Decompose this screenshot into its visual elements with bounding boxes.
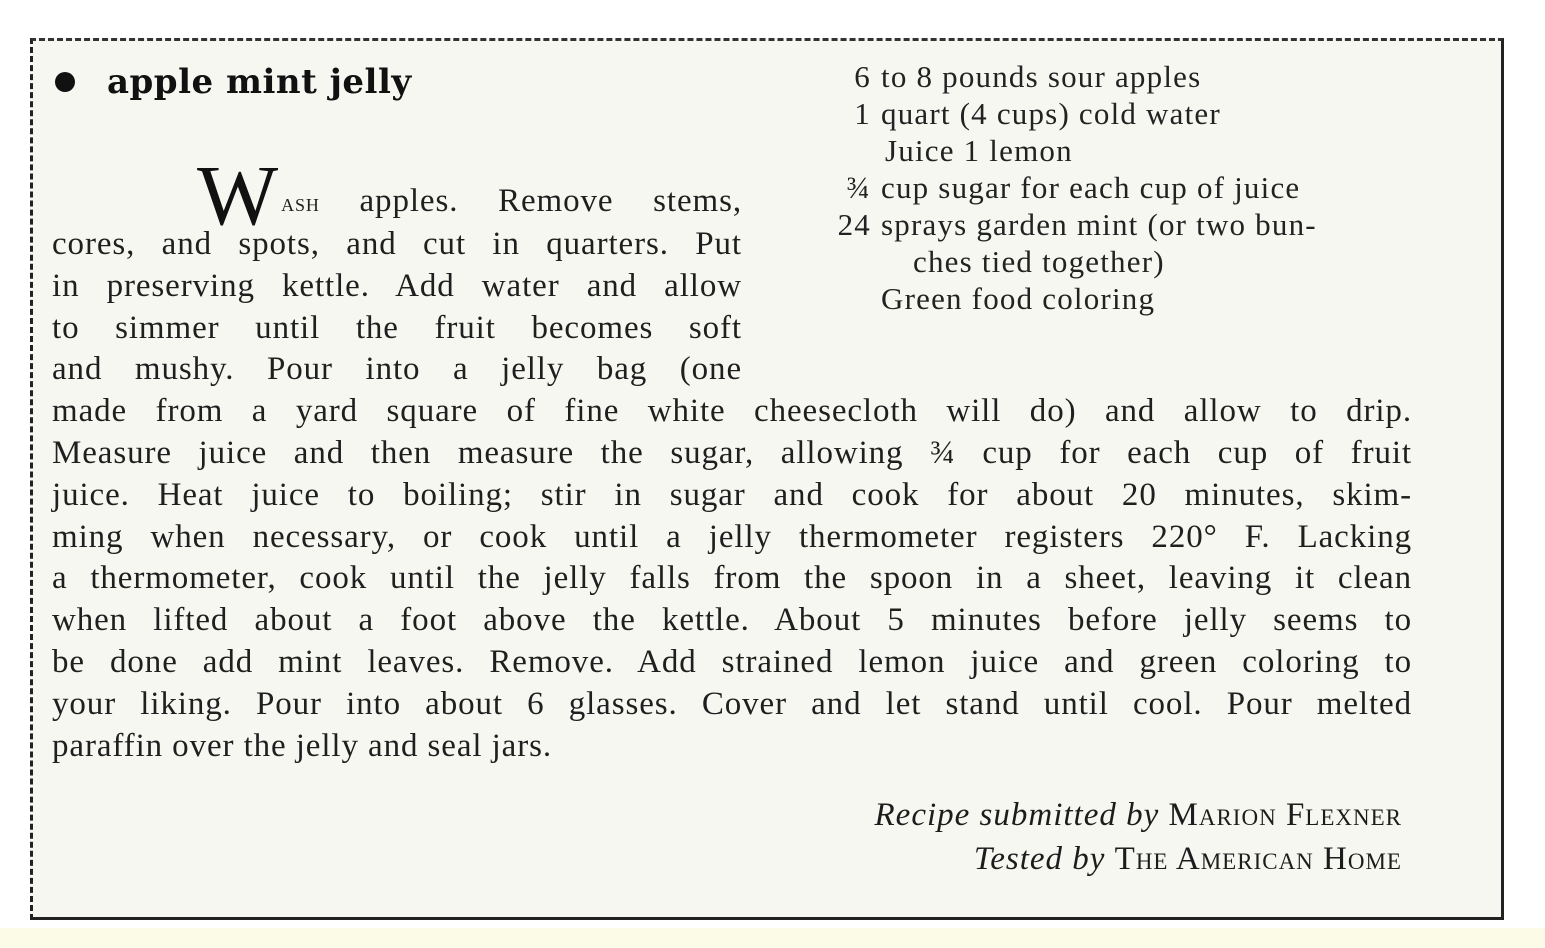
- instruction-line: in preserving kettle. Add water and allow: [52, 267, 742, 304]
- submitted-by-line: [875, 793, 1402, 837]
- instruction-line: be done add mint leaves. Remove. Add strained lemon juice and green coloring to: [52, 643, 1412, 680]
- ingredient-item: quart (4 cups) cold water: [881, 96, 1221, 131]
- instruction-line: and mushy. Pour into a jelly bag (one: [52, 351, 742, 388]
- tested-by-line: [875, 837, 1402, 881]
- page-bottom-edge: [0, 928, 1545, 948]
- first-line-rest: apples. Remove stems,: [319, 183, 742, 220]
- ingredient-item: Green food coloring: [881, 281, 1156, 316]
- first-word-smallcaps: ash: [281, 188, 320, 218]
- ingredient-item: to 8 pounds sour apples: [881, 59, 1202, 94]
- ingredient-qty: 6: [854, 59, 871, 94]
- submitter-name: Marion Flexner: [1168, 797, 1402, 833]
- ingredient-qty: 24: [837, 207, 871, 242]
- recipe-credits: [875, 793, 1402, 881]
- drop-cap: W: [197, 147, 280, 243]
- instruction-line: when lifted about a foot above the kettle. About 5 minutes before jelly seems to: [52, 602, 1412, 639]
- instruction-line: a thermometer, cook until the jelly falls from the spoon in a sheet, leaving it clean: [52, 560, 1412, 597]
- instruction-line: made from a yard square of fine white cheesecloth will do) and allow to drip.: [52, 393, 1412, 430]
- title-row: [55, 62, 412, 102]
- instruction-line: ming when necessary, or cook until a jelly thermometer registers 220° F. Lacking: [52, 518, 1412, 555]
- ingredient-qty: 1: [854, 96, 871, 131]
- tested-label: Tested by: [973, 841, 1106, 877]
- ingredient-item: cup sugar for each cup of juice: [881, 170, 1301, 205]
- recipe-title: apple mint jelly: [107, 62, 412, 102]
- tester-name: The American Home: [1114, 841, 1402, 877]
- ingredient-item: sprays garden mint (or two bun-: [881, 207, 1317, 242]
- instructions-first-line: [52, 147, 742, 243]
- instruction-line: cores, and spots, and cut in quarters. Put: [52, 226, 742, 262]
- ingredient-row: [815, 58, 1425, 95]
- first-line-text: [281, 181, 742, 224]
- instruction-line: juice. Heat juice to boiling; stir in sugar and cook for about 20 minutes, skim-: [52, 476, 1412, 513]
- instruction-line: Measure juice and then measure the sugar, allowing ¾ cup for each cup of fruit: [52, 434, 1412, 471]
- instruction-line: your liking. Pour into about 6 glasses. Cover and let stand until cool. Pour melted: [52, 685, 1412, 722]
- ingredient-item: ches tied together): [913, 244, 1165, 279]
- ingredient-row: [815, 95, 1425, 132]
- instruction-last-line: paraffin over the jelly and seal jars.: [52, 727, 552, 764]
- bullet-icon: [55, 72, 75, 92]
- ingredient-item: Juice 1 lemon: [885, 133, 1073, 168]
- instruction-line: to simmer until the fruit becomes soft: [52, 309, 742, 346]
- submitted-label: Recipe submitted by: [874, 797, 1160, 833]
- ingredient-qty: ¾: [846, 170, 871, 205]
